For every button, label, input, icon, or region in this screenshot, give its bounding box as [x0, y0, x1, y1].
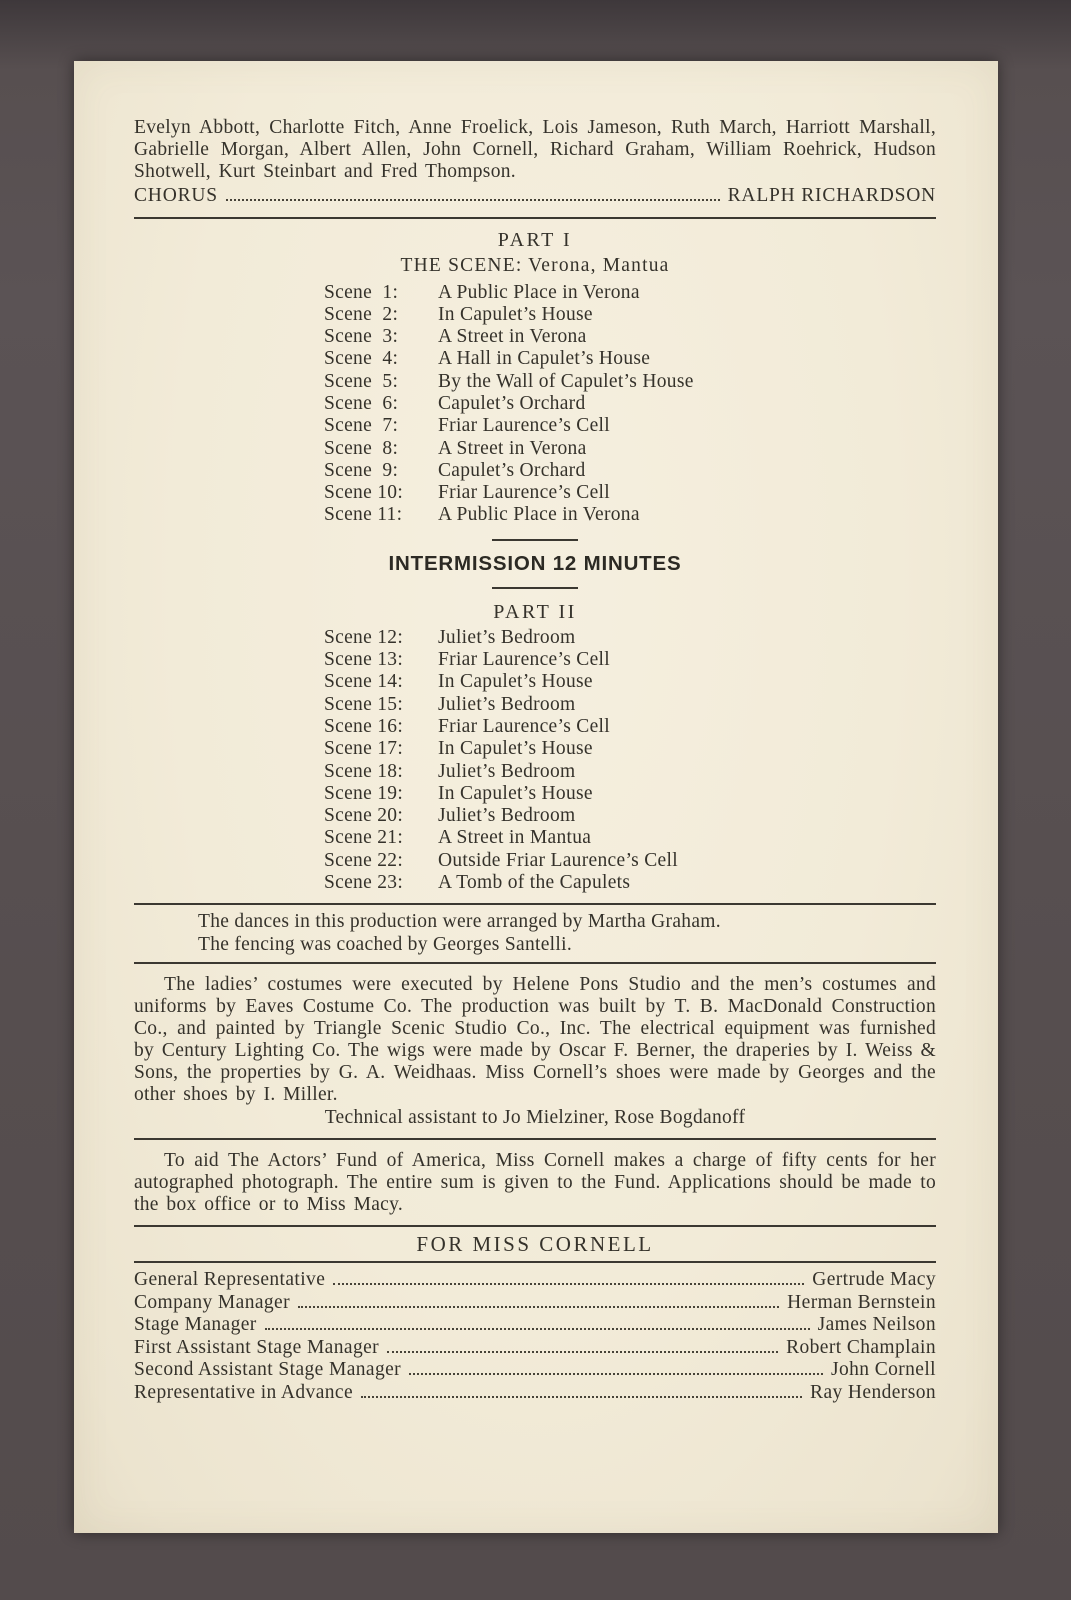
scene-label: Scene 11: — [324, 504, 403, 526]
scene-desc: Juliet’s Bedroom — [438, 693, 576, 715]
scene-row — [324, 371, 936, 393]
credits-paragraph: The ladies’ costumes were executed by Helene Pons Studio and the men’s costumes and uniforms by Eaves Costume Co. The production was built by T. B. MacDonald Construction Co., and painted by Triangle Scenic Studio Co., Inc. The electrical equipment was furnished by Century Lighting Co. The wigs were made by Oscar F. Berner, the draperies by I. Weiss & Sons, the properties by G. A. Weidhaas. Miss Cornell’s shoes were made by Georges and the other shoes by I. Miller. — [134, 974, 936, 1106]
scene-desc: Juliet’s Bedroom — [438, 805, 576, 827]
scene-desc: Friar Laurence’s Cell — [438, 715, 610, 737]
scene-desc: A Street in Mantua — [438, 827, 592, 849]
dance-note-line: The fencing was coached by Georges Santelli. — [198, 933, 573, 955]
staff-row — [134, 1337, 936, 1360]
scene-label: Scene 2: — [324, 303, 399, 325]
scene-desc: In Capulet’s House — [438, 671, 593, 693]
scene-row — [324, 326, 936, 348]
staff-name: John Cornell — [830, 1359, 936, 1381]
chorus-row — [134, 185, 936, 208]
scene-row — [324, 282, 936, 304]
scene-row — [324, 761, 936, 783]
fund-paragraph: To aid The Actors’ Fund of America, Miss Cornell makes a charge of fifty cents for her autographed photograph. The entire sum is given to the Fund. Applications should be made to the box office or to Miss Macy. — [134, 1150, 936, 1216]
divider — [134, 217, 936, 219]
leader-dots — [298, 1306, 779, 1308]
scene-label: Scene 4: — [324, 348, 399, 370]
scene-row — [324, 738, 936, 760]
scene-desc: A Tomb of the Capulets — [438, 872, 631, 894]
scene-desc: Friar Laurence’s Cell — [438, 482, 610, 504]
dance-note — [134, 911, 936, 956]
scene-label: Scene 19: — [324, 782, 404, 804]
scene-desc: In Capulet’s House — [438, 303, 593, 325]
scene-label: Scene 18: — [324, 760, 404, 782]
staff-name: Gertrude Macy — [812, 1269, 936, 1291]
scene-row — [324, 649, 936, 671]
dance-note-line: The dances in this production were arranged by Martha Graham. — [198, 911, 721, 933]
staff-row — [134, 1359, 936, 1382]
scene-row — [324, 827, 936, 849]
divider — [134, 1225, 936, 1227]
for-miss-cornell-title: FOR MISS CORNELL — [416, 1232, 654, 1257]
scene-row — [324, 504, 936, 526]
scene-desc: Capulet’s Orchard — [438, 459, 586, 481]
scene-desc: A Hall in Capulet’s House — [438, 348, 651, 370]
staff-role: Second Assistant Stage Manager — [134, 1359, 402, 1381]
staff-role: Company Manager — [134, 1291, 291, 1313]
scene-row — [324, 805, 936, 827]
technical-note: Technical assistant to Jo Mielziner, Rose Bogdanoff — [324, 1107, 746, 1129]
staff-list — [134, 1269, 936, 1404]
part1-scene-heading: THE SCENE: Verona, Mantua — [400, 254, 670, 276]
cast-paragraph: Evelyn Abbott, Charlotte Fitch, Anne Froelick, Lois Jameson, Ruth March, Harriott Marshall, Gabrielle Morgan, Albert Allen, John Cornell, Richard Graham, William Roehrick, Hudson Shotwell, Kurt Steinbart and Fred Thompson. — [134, 117, 936, 182]
scene-desc: Juliet’s Bedroom — [438, 760, 576, 782]
scene-desc: A Street in Verona — [438, 437, 587, 459]
staff-name: Herman Bernstein — [787, 1291, 936, 1313]
staff-row — [134, 1292, 936, 1315]
scene-desc: Capulet’s Orchard — [438, 392, 586, 414]
scene-label: Scene 5: — [324, 370, 399, 392]
scene-desc: A Public Place in Verona — [438, 504, 640, 526]
staff-name: Ray Henderson — [810, 1381, 936, 1403]
staff-role: General Representative — [134, 1269, 326, 1291]
staff-name: James Neilson — [817, 1314, 936, 1336]
scene-desc: Juliet’s Bedroom — [438, 626, 576, 648]
program-page — [74, 61, 998, 1533]
scene-label: Scene 13: — [324, 649, 404, 671]
scene-desc: In Capulet’s House — [438, 782, 593, 804]
scene-row — [324, 694, 936, 716]
intermission-heading: INTERMISSION 12 MINUTES — [388, 551, 682, 575]
scene-desc: A Street in Verona — [438, 326, 587, 348]
leader-dots — [226, 199, 720, 201]
scene-row — [324, 872, 936, 894]
staff-row — [134, 1382, 936, 1405]
scene-label: Scene 3: — [324, 326, 399, 348]
leader-dots — [265, 1328, 810, 1330]
scene-row — [324, 716, 936, 738]
scene-row — [324, 348, 936, 370]
divider — [134, 1261, 936, 1263]
staff-name: Robert Champlain — [786, 1336, 936, 1358]
scene-label: Scene 23: — [324, 872, 404, 894]
scene-row — [324, 415, 936, 437]
scene-desc: In Capulet’s House — [438, 738, 593, 760]
scene-label: Scene 8: — [324, 437, 399, 459]
chorus-name: RALPH RICHARDSON — [727, 185, 936, 206]
scene-row — [324, 393, 936, 415]
scene-label: Scene 17: — [324, 738, 404, 760]
scene-row — [324, 438, 936, 460]
staff-role: Representative in Advance — [134, 1381, 354, 1403]
scene-row — [324, 783, 936, 805]
scene-desc: Outside Friar Laurence’s Cell — [438, 849, 678, 871]
divider — [134, 962, 936, 964]
scene-desc: By the Wall of Capulet’s House — [438, 370, 694, 392]
scene-row — [324, 304, 936, 326]
short-divider — [492, 587, 578, 589]
leader-dots — [387, 1351, 778, 1353]
part1-title: PART I — [497, 228, 573, 251]
scene-label: Scene 20: — [324, 805, 404, 827]
divider — [134, 903, 936, 905]
scene-row — [324, 671, 936, 693]
short-divider — [492, 539, 578, 541]
divider — [134, 1138, 936, 1140]
page-content — [134, 117, 936, 1404]
scene-label: Scene 21: — [324, 827, 404, 849]
part1-scene-list — [324, 282, 936, 527]
scene-label: Scene 7: — [324, 415, 399, 437]
staff-row — [134, 1314, 936, 1337]
leader-dots — [409, 1373, 823, 1375]
staff-role: First Assistant Stage Manager — [134, 1336, 380, 1358]
staff-row — [134, 1269, 936, 1292]
leader-dots — [333, 1283, 804, 1285]
scene-label: Scene 9: — [324, 459, 399, 481]
scene-label: Scene 15: — [324, 693, 404, 715]
part2-scene-list — [324, 627, 936, 895]
scene-desc: Friar Laurence’s Cell — [438, 649, 610, 671]
scene-label: Scene 12: — [324, 626, 404, 648]
scene-label: Scene 22: — [324, 849, 404, 871]
scene-label: Scene 6: — [324, 392, 399, 414]
scene-desc: A Public Place in Verona — [438, 281, 640, 303]
scene-desc: Friar Laurence’s Cell — [438, 415, 610, 437]
scene-row — [324, 460, 936, 482]
scene-label: Scene 14: — [324, 671, 404, 693]
chorus-label: CHORUS — [134, 185, 218, 206]
staff-role: Stage Manager — [134, 1314, 257, 1336]
scene-label: Scene 10: — [324, 482, 404, 504]
scene-row — [324, 482, 936, 504]
scene-label: Scene 16: — [324, 715, 404, 737]
scene-row — [324, 850, 936, 872]
scene-label: Scene 1: — [324, 281, 399, 303]
leader-dots — [361, 1396, 802, 1398]
part2-title: PART II — [493, 600, 577, 623]
scene-row — [324, 627, 936, 649]
